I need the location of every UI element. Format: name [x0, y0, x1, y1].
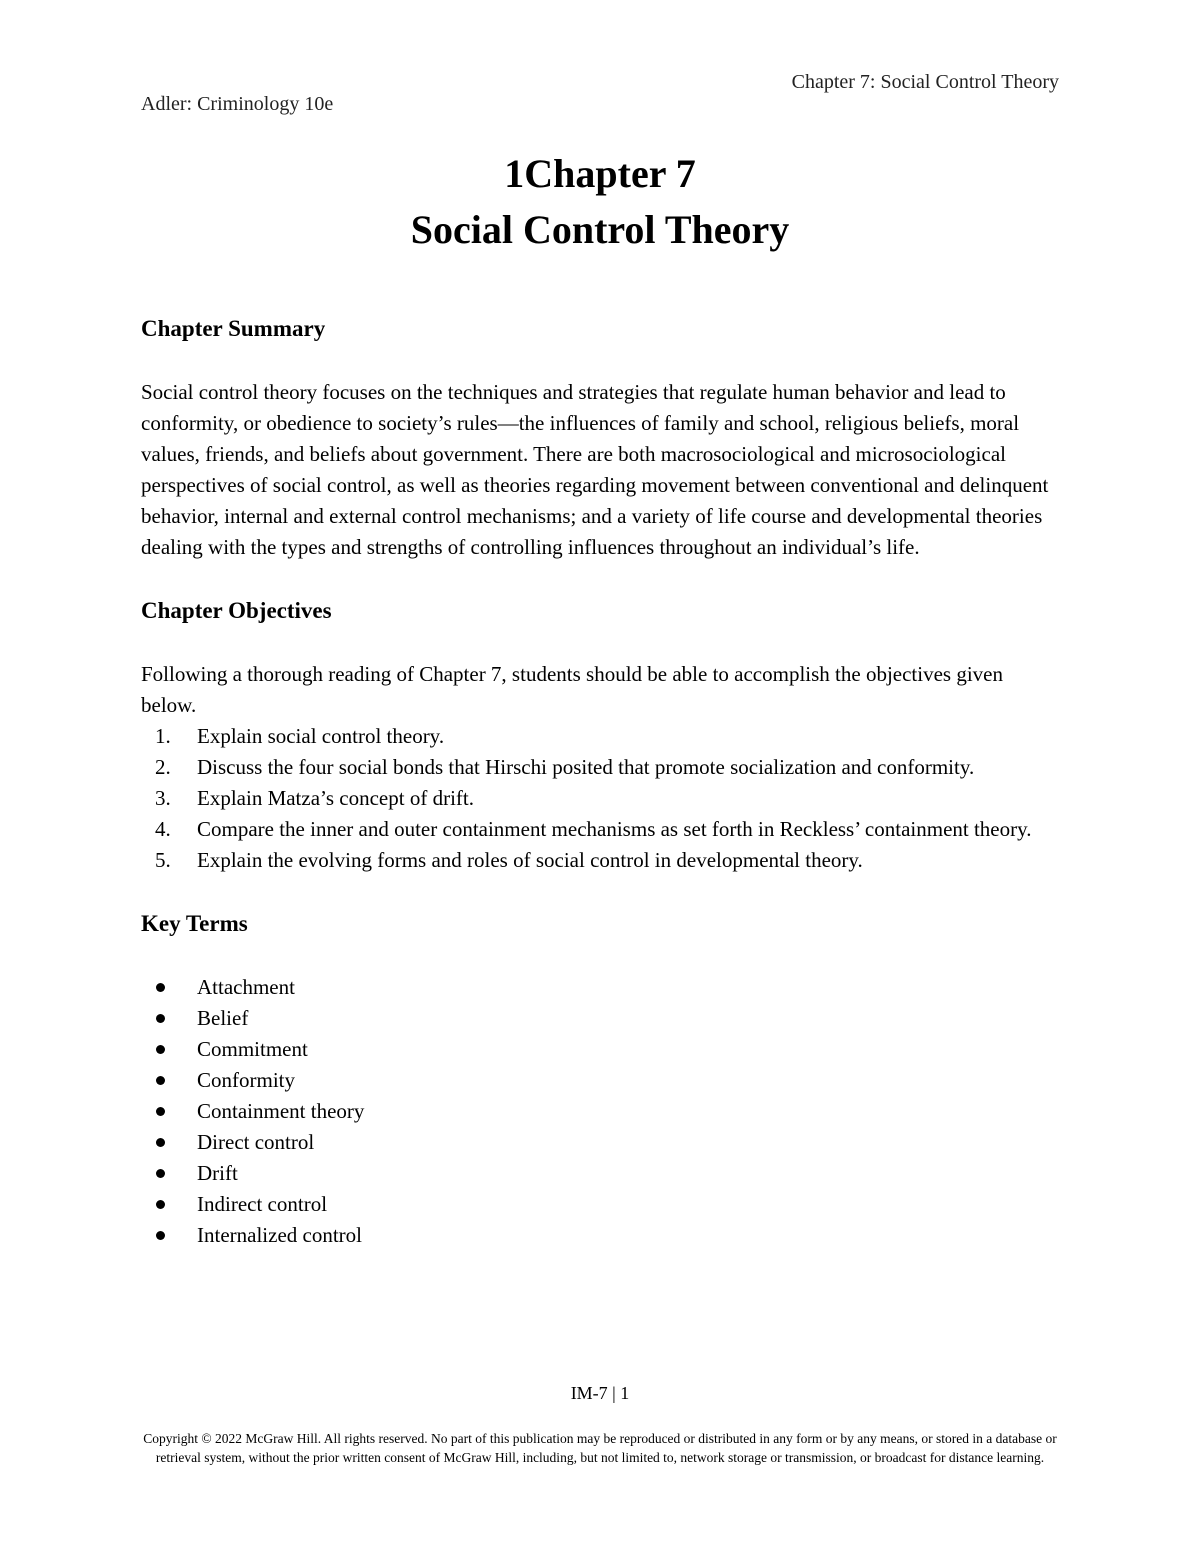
- key-term-item: [141, 1158, 1061, 1189]
- summary-heading: Chapter Summary: [141, 316, 326, 341]
- key-term-item: [141, 1003, 1061, 1034]
- title-chapter-name: Social Control Theory: [410, 207, 790, 252]
- objective-number: 5.: [155, 848, 171, 872]
- bullet-icon: [156, 1045, 165, 1054]
- objective-item: [141, 814, 1061, 845]
- objective-text: Explain social control theory.: [197, 724, 445, 748]
- running-header-chapter: Chapter 7: Social Control Theory: [791, 71, 1059, 93]
- key-term-item: [141, 1127, 1061, 1158]
- objectives-list: [141, 721, 1061, 876]
- key-term-item: [141, 1189, 1061, 1220]
- key-term-text: Commitment: [197, 1037, 308, 1061]
- key-term-text: Conformity: [197, 1068, 295, 1092]
- objective-item: [141, 845, 1061, 876]
- objective-number: 4.: [155, 817, 171, 841]
- objective-text: Explain the evolving forms and roles of social control in developmental theory.: [197, 848, 863, 872]
- bullet-icon: [156, 983, 165, 992]
- bullet-icon: [156, 1076, 165, 1085]
- key-term-text: Belief: [197, 1006, 249, 1030]
- key-term-text: Direct control: [197, 1130, 315, 1154]
- objective-item: [141, 752, 1061, 783]
- objective-number: 1.: [155, 724, 171, 748]
- objective-number: 2.: [155, 755, 171, 779]
- objective-text: Explain Matza’s concept of drift.: [197, 786, 474, 810]
- key-terms-heading: Key Terms: [141, 911, 248, 936]
- bullet-icon: [156, 1200, 165, 1209]
- bullet-icon: [156, 1231, 165, 1240]
- summary-paragraph: Social control theory focuses on the techniques and strategies that regulate human behavior and lead to conformity, or obedience to society’s rules—the influences of family and school, religious beliefs, moral values, friends, and beliefs about government. There are both macrosociological and microsociological perspectives of social control, as well as theories regarding movement between conventional and delinquent behavior, internal and external control mechanisms; and a variety of life course and developmental theories dealing with the types and strengths of controlling influences throughout an individual’s life.: [141, 380, 1049, 559]
- key-term-text: Indirect control: [197, 1192, 328, 1216]
- key-terms-list: [141, 972, 1061, 1251]
- key-term-text: Attachment: [197, 975, 295, 999]
- objective-item: [141, 783, 1061, 814]
- key-term-text: Internalized control: [197, 1223, 363, 1247]
- page-number: IM-7 | 1: [570, 1383, 630, 1403]
- bullet-icon: [156, 1107, 165, 1116]
- key-term-item: [141, 1096, 1061, 1127]
- page-title: [0, 146, 1200, 258]
- key-term-item: [141, 1065, 1061, 1096]
- main-content: [141, 313, 1061, 1251]
- key-term-item: [141, 1220, 1061, 1251]
- objective-text: Discuss the four social bonds that Hirschi posited that promote socialization and conformity.: [197, 755, 975, 779]
- objectives-intro: Following a thorough reading of Chapter 7, students should be able to accomplish the objectives given below.: [141, 662, 1003, 717]
- bullet-icon: [156, 1138, 165, 1147]
- objective-item: [141, 721, 1061, 752]
- key-term-item: [141, 972, 1061, 1003]
- key-term-text: Containment theory: [197, 1099, 365, 1123]
- objectives-heading: Chapter Objectives: [141, 598, 332, 623]
- key-term-text: Drift: [197, 1161, 238, 1185]
- copyright-notice: Copyright © 2022 McGraw Hill. All rights reserved. No part of this publication may be reproduced or distributed in any form or by any means, or stored in a database or retrieval system, without the prior written consent of McGraw Hill, including, but not limited to, network storage or transmission, or broadcast for distance learning.: [143, 1431, 1057, 1465]
- objective-number: 3.: [155, 786, 171, 810]
- key-term-item: [141, 1034, 1061, 1065]
- bullet-icon: [156, 1014, 165, 1023]
- objective-text: Compare the inner and outer containment mechanisms as set forth in Reckless’ containment theory.: [197, 817, 1032, 841]
- title-chapter-number: 1Chapter 7: [504, 151, 696, 196]
- running-header-book: Adler: Criminology 10e: [141, 93, 334, 115]
- bullet-icon: [156, 1169, 165, 1178]
